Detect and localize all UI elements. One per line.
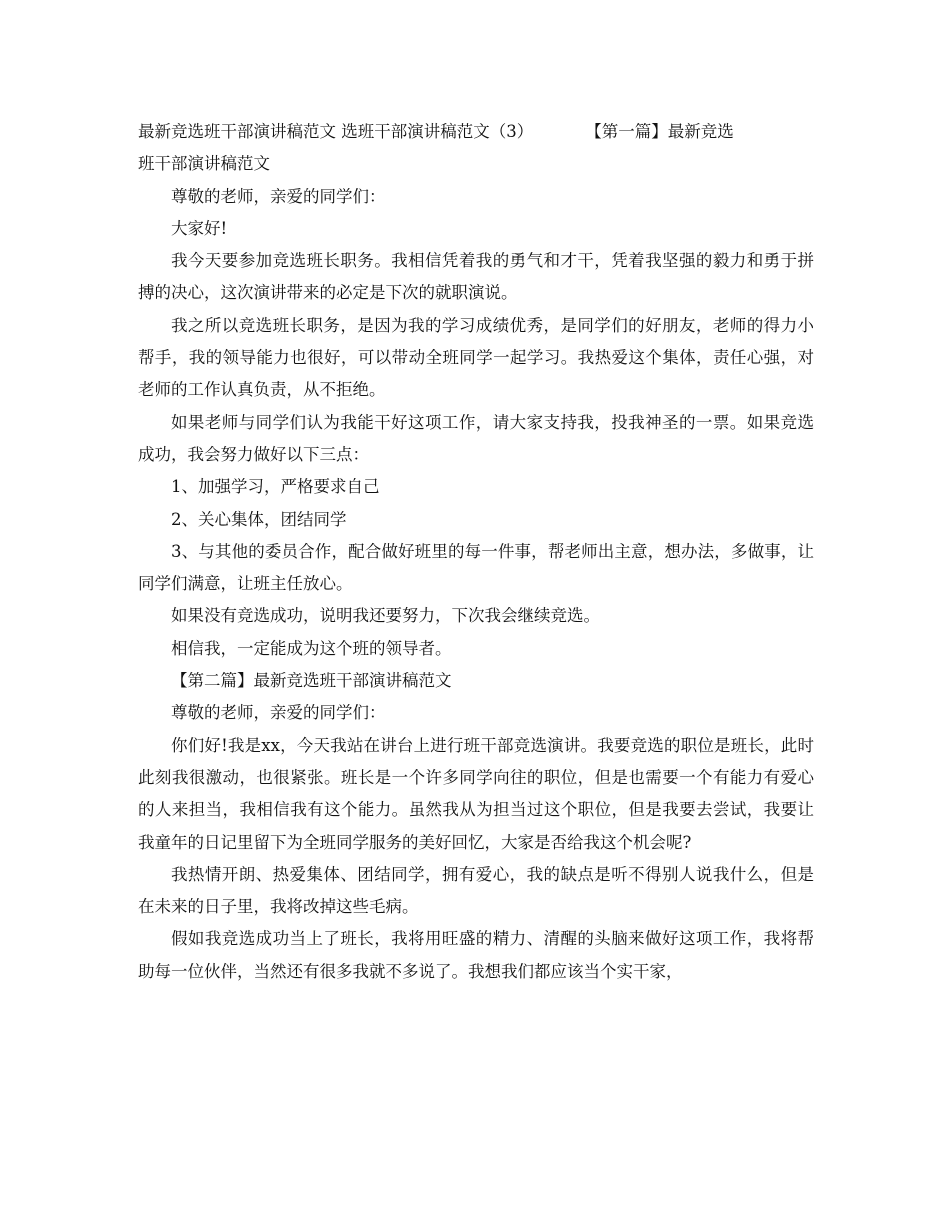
section-heading-2: 【第二篇】最新竞选班干部演讲稿范文 [171,671,452,691]
list-item-1: 1、加强学习，严格要求自己 [171,477,380,497]
title-first-line [138,116,814,148]
paragraph-intent: 我今天要参加竞选班长职务。我相信凭着我的勇气和才干，凭着我坚强的毅力和勇于拼搏的决心，这次演讲带来的必定是下次的就职演说。 [138,251,814,303]
list-item-3: 3、与其他的委员合作，配合做好班里的每一件事，帮老师出主意，想办法，多做事，让同学们满意，让班主任放心。 [138,541,814,594]
document-page [138,116,814,988]
list-item-2: 2、关心集体，团结同学 [171,509,347,529]
paragraph-greeting-1: 尊敬的老师，亲爱的同学们： [171,186,386,206]
title-right: 【第一篇】最新竞选 [585,122,734,141]
paragraph-greeting-2: 尊敬的老师，亲爱的同学们： [171,703,386,723]
title-left: 最新竞选班干部演讲稿范文 选班干部演讲稿范文（3） [138,122,534,141]
paragraph-believe: 相信我，一定能成为这个班的领导者。 [171,638,452,658]
paragraph-intro-2: 你们好!我是xx，今天我站在讲台上进行班干部竞选演讲。我要竞选的职位是班长，此时此刻我很激动，也很紧张。班长是一个许多同学向往的职位，但是也需要一个有能力有爱心的人来担当，我相信我有这个能力。虽然我从为担当过这个职位，但是我要去尝试，我要让我童年的日记里留下为全班同学服务的美好回忆，大家是否给我这个机会呢? [138,735,814,852]
document-title [138,116,814,181]
paragraph-support: 如果老师与同学们认为我能干好这项工作，请大家支持我，投我神圣的一票。如果竞选成功，我会努力做好以下三点： [138,412,814,464]
paragraph-personality: 我热情开朗、热爱集体、团结同学，拥有爱心，我的缺点是听不得别人说我什么，但是在未来的日子里，我将改掉这些毛病。 [138,864,814,917]
paragraph-plan: 假如我竞选成功当上了班长，我将用旺盛的精力、清醒的头脑来做好这项工作，我将帮助每一位伙伴，当然还有很多我就不多说了。我想我们都应该当个实干家， [138,929,814,981]
title-continuation: 班干部演讲稿范文 [138,154,270,174]
paragraph-hello-1: 大家好! [171,218,228,238]
paragraph-reason: 我之所以竞选班长职务，是因为我的学习成绩优秀，是同学们的好朋友，老师的得力小帮手，我的领导能力也很好，可以带动全班同学一起学习。我热爱这个集体，责任心强，对老师的工作认真负责，从不拒绝。 [138,315,814,400]
paragraph-if-fail: 如果没有竞选成功，说明我还要努力，下次我会继续竞选。 [171,606,600,626]
